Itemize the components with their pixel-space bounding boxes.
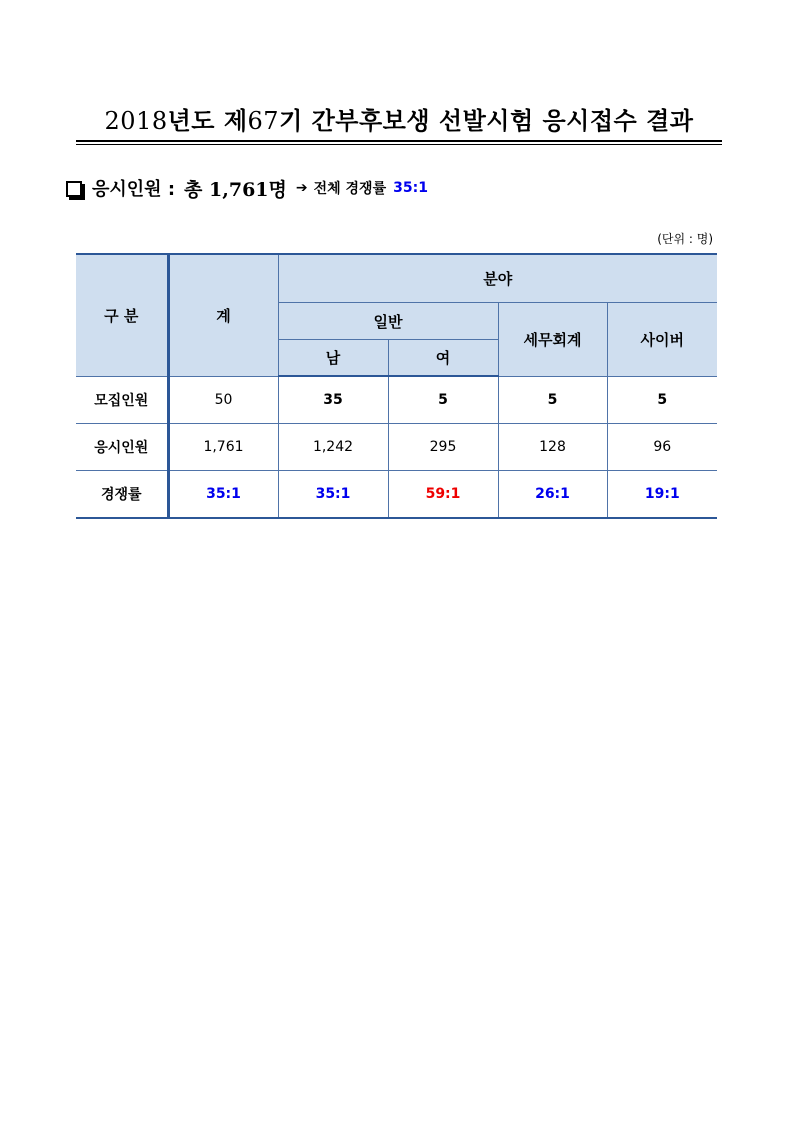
cell-male: 1,242 — [278, 424, 388, 471]
cell-tax-accounting: 26:1 — [498, 471, 607, 519]
summary-total-suffix: 명 — [268, 178, 287, 201]
header-field: 분야 — [278, 254, 717, 303]
cell-female: 59:1 — [388, 471, 498, 519]
cell-female: 295 — [388, 424, 498, 471]
row-label: 경쟁률 — [76, 471, 168, 519]
cell-cyber: 5 — [607, 376, 717, 424]
cell-tax-accounting: 5 — [498, 376, 607, 424]
header-tax-accounting: 세무회계 — [498, 303, 607, 377]
row-label: 응시인원 — [76, 424, 168, 471]
cell-female: 5 — [388, 376, 498, 424]
table-row-applicants — [76, 424, 717, 471]
title-part1: 년도 제 — [167, 107, 248, 135]
summary-total — [184, 175, 287, 202]
cell-total: 50 — [168, 376, 278, 424]
header-category: 구 분 — [76, 254, 168, 376]
title-part2: 기 간부후보생 선발시험 응시접수 결과 — [279, 107, 694, 135]
overall-ratio-value: 35:1 — [393, 180, 428, 196]
cell-cyber: 96 — [607, 424, 717, 471]
title-year: 2018 — [104, 107, 168, 135]
summary-total-prefix: 총 — [184, 178, 210, 201]
title-rule-thin — [76, 144, 722, 145]
header-row-1 — [76, 254, 717, 303]
row-label: 모집인원 — [76, 376, 168, 424]
arrow-right-icon: ➔ — [295, 180, 308, 196]
header-general: 일반 — [278, 303, 498, 340]
header-total: 계 — [168, 254, 278, 376]
summary-label: 응시인원 : — [92, 179, 176, 200]
cell-total: 35:1 — [168, 471, 278, 519]
cell-tax-accounting: 128 — [498, 424, 607, 471]
table-row-recruit — [76, 376, 717, 424]
header-female: 여 — [388, 340, 498, 377]
title-term: 67 — [247, 107, 280, 135]
summary-total-number: 1,761 — [209, 178, 269, 201]
checkbox-bullet-icon — [66, 181, 82, 197]
cell-male: 35:1 — [278, 471, 388, 519]
overall-ratio-label: 전체 경쟁률 — [313, 181, 387, 197]
table-row-ratio — [76, 471, 717, 519]
header-cyber: 사이버 — [607, 303, 717, 377]
cell-male: 35 — [278, 376, 388, 424]
unit-note: (단위 : 명) — [657, 232, 713, 246]
page-title — [76, 101, 722, 136]
cell-cyber: 19:1 — [607, 471, 717, 519]
summary-line — [66, 174, 428, 202]
header-male: 남 — [278, 340, 388, 377]
cell-total: 1,761 — [168, 424, 278, 471]
results-table — [76, 253, 717, 519]
title-rule-thick — [76, 140, 722, 142]
